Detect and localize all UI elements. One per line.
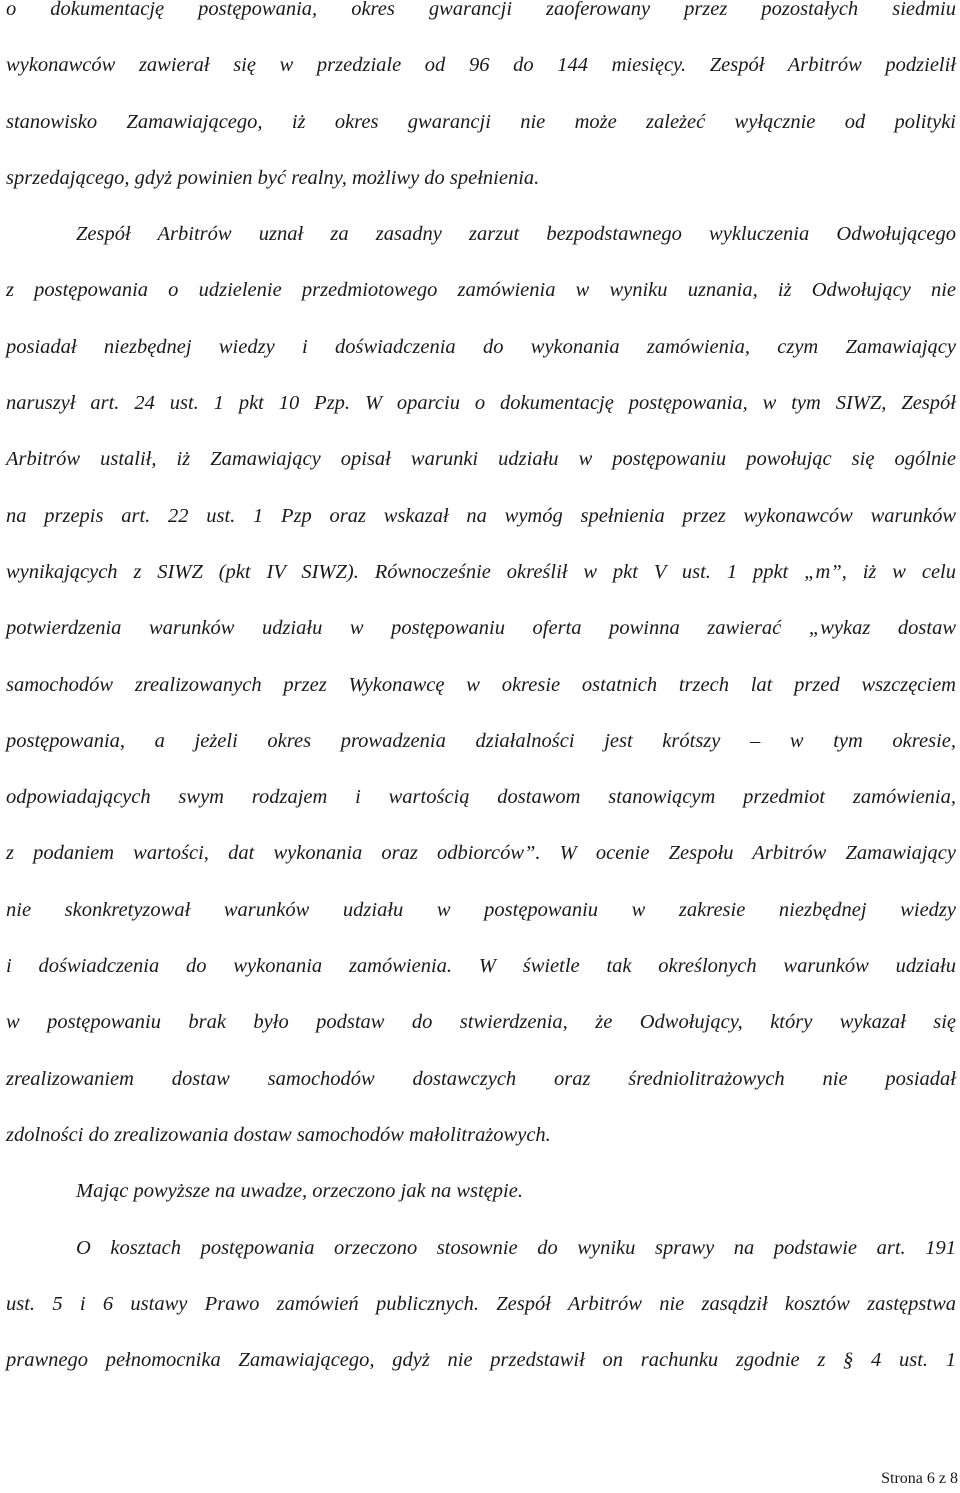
document-body (6, 0, 956, 1401)
text-line: Mając powyższe na uwadze, orzeczono jak na wstępie. (76, 1180, 523, 1203)
text-line: Arbitrów ustalił, iż Zamawiający opisał warunki udziału w postępowaniu powołując się ogólnie (6, 448, 956, 471)
text-line: ust. 5 i 6 ustawy Prawo zamówień publicznych. Zespół Arbitrów nie zasądził kosztów zastępstwa (6, 1292, 956, 1315)
text-line: i doświadczenia do wykonania zamówienia. W świetle tak określonych warunków udziału (6, 955, 956, 978)
text-line: z postępowania o udzielenie przedmiotowego zamówienia w wyniku uznania, iż Odwołujący nie (6, 279, 956, 302)
text-line: naruszył art. 24 ust. 1 pkt 10 Pzp. W oparciu o dokumentację postępowania, w tym SIWZ, Zespół (6, 392, 956, 415)
text-line: na przepis art. 22 ust. 1 Pzp oraz wskazał na wymóg spełnienia przez wykonawców warunków (6, 504, 956, 527)
text-line: stanowisko Zamawiającego, iż okres gwarancji nie może zależeć wyłącznie od polityki (6, 110, 956, 133)
text-line: potwierdzenia warunków udziału w postępowaniu oferta powinna zawierać „wykaz dostaw (6, 617, 956, 640)
text-line: posiadał niezbędnej wiedzy i doświadczenia do wykonania zamówienia, czym Zamawiający (6, 335, 956, 358)
text-line: w postępowaniu brak było podstaw do stwierdzenia, że Odwołujący, który wykazał się (6, 1011, 956, 1034)
text-line: O kosztach postępowania orzeczono stosownie do wyniku sprawy na podstawie art. 191 (76, 1236, 956, 1259)
text-line: wynikających z SIWZ (pkt IV SIWZ). Równocześnie określił w pkt V ust. 1 ppkt „m”, iż w celu (6, 560, 956, 583)
text-line: postępowania, a jeżeli okres prowadzenia działalności jest krótszy – w tym okresie, (6, 729, 956, 752)
text-line: z podaniem wartości, dat wykonania oraz odbiorców”. W ocenie Zespołu Arbitrów Zamawiający (6, 842, 956, 865)
text-line: samochodów zrealizowanych przez Wykonawcę w okresie ostatnich trzech lat przed wszczęciem (6, 673, 956, 696)
text-line: sprzedającego, gdyż powinien być realny, możliwy do spełnienia. (6, 166, 540, 189)
page-number: Strona 6 z 8 (881, 1470, 958, 1487)
text-line: zrealizowaniem dostaw samochodów dostawczych oraz średniolitrażowych nie posiadał (6, 1067, 956, 1090)
text-line: o dokumentację postępowania, okres gwarancji zaoferowany przez pozostałych siedmiu (6, 0, 956, 20)
text-line: prawnego pełnomocnika Zamawiającego, gdyż nie przedstawił on rachunku zgodnie z § 4 ust. 1 (6, 1349, 956, 1372)
text-line: nie skonkretyzował warunków udziału w postępowaniu w zakresie niezbędnej wiedzy (6, 898, 956, 921)
text-line: wykonawców zawierał się w przedziale od 96 do 144 miesięcy. Zespół Arbitrów podzielił (6, 54, 956, 77)
text-line: zdolności do zrealizowania dostaw samochodów małolitrażowych. (6, 1123, 551, 1146)
text-line: Zespół Arbitrów uznał za zasadny zarzut bezpodstawnego wykluczenia Odwołującego (76, 223, 956, 246)
text-line: odpowiadających swym rodzajem i wartością dostawom stanowiącym przedmiot zamówienia, (6, 786, 956, 809)
